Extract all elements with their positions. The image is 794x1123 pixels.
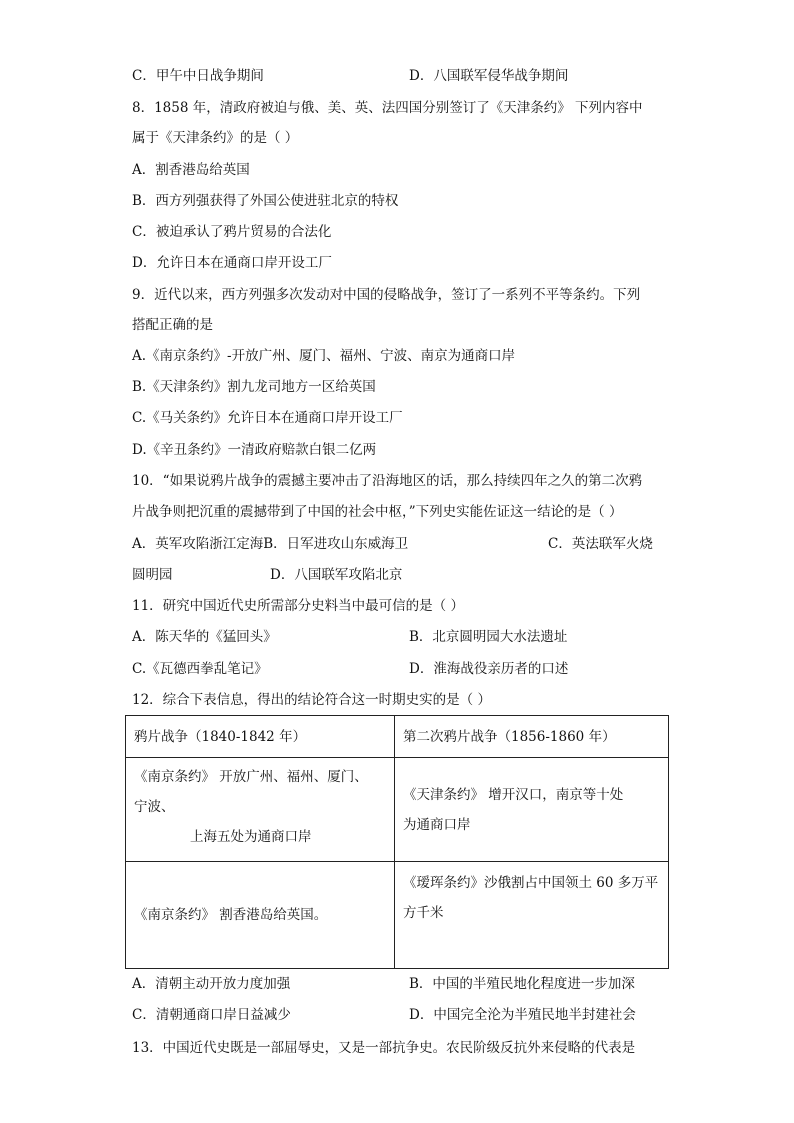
table-r1-left-line3: 上海五处为通商口岸 xyxy=(190,829,312,845)
q12-option-a: A．清朝主动开放力度加强 xyxy=(132,976,291,992)
q12-option-b: B．中国的半殖民地化程度进一步加深 xyxy=(409,976,635,992)
q9-option-d: D.《辛丑条约》一清政府赔款白银二亿两 xyxy=(132,442,377,458)
q12-stem: 12．综合下表信息，得出的结论符合这一时期史实的是（ ） xyxy=(132,692,491,708)
table-r2-right xyxy=(395,862,669,969)
q9-option-b: B.《天津条约》割九龙司地方一区给英国 xyxy=(132,379,376,395)
q11-option-b: B．北京圆明园大水法遗址 xyxy=(409,629,568,645)
q10-option-c-part2: 圆明园 xyxy=(132,567,173,583)
q7-option-c: C．甲午中日战争期间 xyxy=(132,68,264,84)
q11-option-d: D．淮海战役亲历者的口述 xyxy=(409,661,569,677)
q10-option-d: D．八国联军攻陷北京 xyxy=(270,567,403,583)
q13-stem-line1: 13．中国近代史既是一部屈辱史，又是一部抗争史。农民阶级反抗外来侵略的代表是 xyxy=(132,1040,636,1056)
table-r1-left-line2: 宁波、 xyxy=(134,799,175,815)
q10-options-ab: A．英军攻陷浙江定海B．日军进攻山东威海卫 xyxy=(132,536,409,552)
table-r1-right-line1: 《天津条约》 增开汉口，南京等十处 xyxy=(403,786,624,803)
q12-option-c: C．清朝通商口岸日益减少 xyxy=(132,1007,291,1023)
q11-option-a: A．陈天华的《猛回头》 xyxy=(132,629,277,645)
q9-option-a: A.《南京条约》-开放广州、厦门、福州、宁波、南京为通商口岸 xyxy=(132,348,516,364)
table-r1-left-line1: 《南京条约》 开放广州、福州、厦门、 xyxy=(134,769,368,785)
table-header-row xyxy=(126,716,669,758)
table-r2-left: 《南京条约》 割香港岛给英国。 xyxy=(126,862,395,969)
q11-stem: 11．研究中国近代史所需部分史料当中最可信的是（ ） xyxy=(132,598,464,614)
table-r1-left xyxy=(126,758,395,862)
q11-option-c: C.《瓦德西拳乱笔记》 xyxy=(132,661,268,677)
q8-option-d: D．允许日本在通商口岸开设工厂 xyxy=(132,255,332,271)
q7-option-d: D．八国联军侵华战争期间 xyxy=(409,68,569,84)
table-row-1 xyxy=(126,758,669,862)
table-header-left: 鸦片战争（1840-1842 年） xyxy=(126,716,395,758)
q8-stem-line2: 属于《天津条约》的是（ ） xyxy=(132,130,299,146)
q9-stem-line1: 9．近代以来，西方列强多次发动对中国的侵略战争，签订了一系列不平等条约。下列 xyxy=(132,287,641,303)
table-r1-right-line2: 为通商口岸 xyxy=(403,816,471,833)
q8-option-c: C．被迫承认了鸦片贸易的合法化 xyxy=(132,224,332,240)
table-row-2 xyxy=(126,862,669,969)
q8-stem-line1: 8．1858 年，清政府被迫与俄、美、英、法四国分别签订了《天津条约》 下列内容中 xyxy=(132,100,643,116)
table-r2-right-line1: 《瑷珲条约》沙俄割占中国领土 60 多万平 xyxy=(403,875,659,891)
q9-stem-line2: 搭配正确的是 xyxy=(132,317,213,333)
q12-option-d: D．中国完全沦为半殖民地半封建社会 xyxy=(409,1007,636,1023)
q10-stem-line2: 片战争则把沉重的震撼带到了中国的社会中枢，”下列史实能佐证这一结论的是（ ） xyxy=(132,504,623,520)
table-header-right: 第二次鸦片战争（1856-1860 年） xyxy=(395,716,669,758)
q10-option-c-part1: C．英法联军火烧 xyxy=(548,536,653,552)
q9-option-c: C.《马关条约》允许日本在通商口岸开设工厂 xyxy=(132,410,403,426)
q8-option-a: A．割香港岛给英国 xyxy=(132,162,250,178)
q10-stem-line1: 10．“如果说鸦片战争的震撼主要冲击了沿海地区的话，那么持续四年之久的第二次鸦 xyxy=(132,473,643,489)
table-r2-right-line2: 方千米 xyxy=(403,905,444,921)
q8-option-b: B．西方列强获得了外国公使进驻北京的特权 xyxy=(132,193,399,209)
q12-comparison-table xyxy=(125,715,669,969)
table-r1-right xyxy=(395,758,669,862)
